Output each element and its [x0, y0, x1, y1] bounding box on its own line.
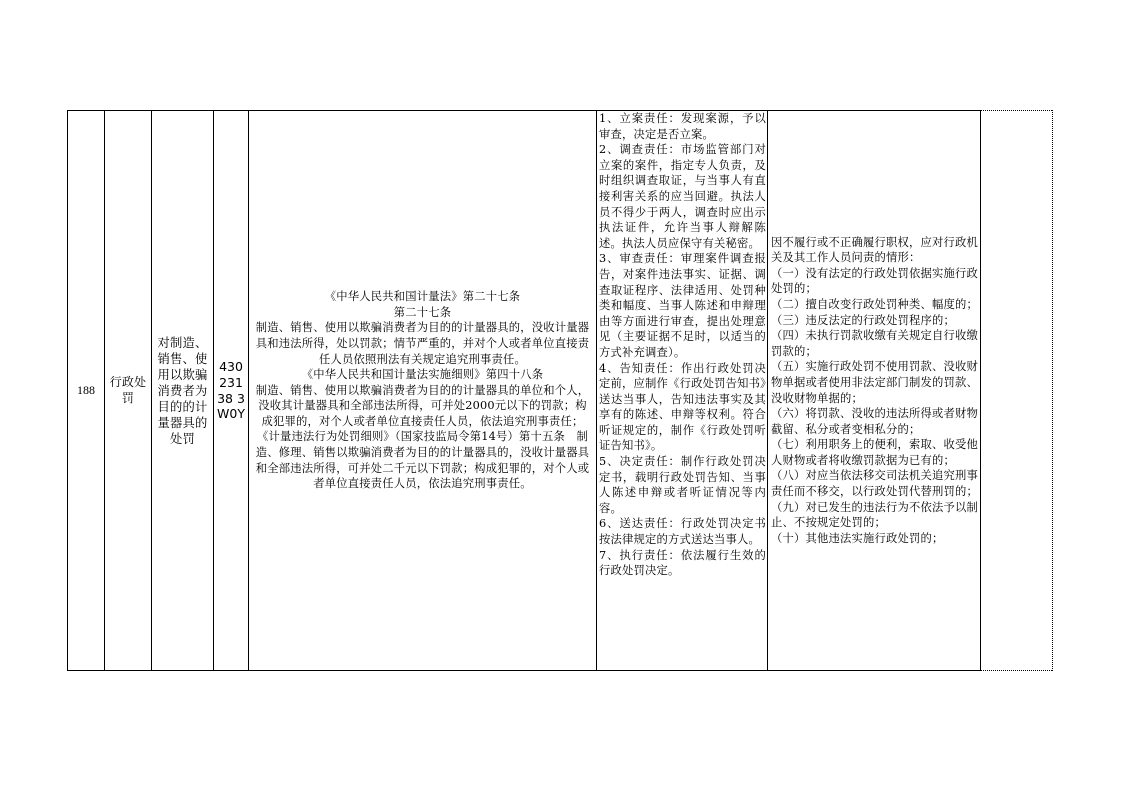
legal-basis-line-6: 《计量违法行为处罚细则》（国家技监局令第14号）第十五条 制造、修理、销售以欺骗消费者为目的的计量器具的，没收计量器具和全部违法所得，可并处二千元以下罚款；构成犯罪的，对个人或者单位直接责任人员，依法追究刑事责任。	[255, 430, 590, 491]
accountability-item-2: （二）擅自改变行政处罚种类、幅度的；	[771, 297, 978, 311]
table-bottom-border	[67, 670, 981, 671]
row-legal-basis	[249, 111, 596, 670]
row-number-text: 188	[77, 383, 95, 397]
row-item-name-text: 对制造、销售、使用以欺骗消费者为目的的计量器具的处罚	[157, 335, 208, 446]
legal-basis-block	[255, 289, 590, 492]
responsibility-item-7: 7、执行责任：依法履行生效的行政处罚决定。	[599, 548, 766, 578]
page-break-bottom	[981, 670, 1052, 671]
row-item-name	[152, 111, 213, 670]
row-remarks	[981, 111, 1052, 670]
accountability-item-1: （一）没有法定的行政处罚依据实施行政处罚的；	[771, 266, 978, 296]
responsibility-item-4: 4、告知责任：作出行政处罚决定前，应制作《行政处罚告知书》送达当事人，告知违法事实及其享有的陈述、申辩等权利。符合听证规定的，制作《行政处罚听证告知书》。	[599, 361, 766, 453]
legal-basis-line-5: 制造、销售、使用以欺骗消费者为目的的计量器具的单位和个人，没收其计量器具和全部违法所得，可并处2000元以下的罚款；构成犯罪的，对个人或者单位直接责任人员，依法追究刑事责任；	[255, 383, 590, 428]
page-break-right	[1052, 110, 1053, 671]
row-code-text: 43023138 3W0Y	[217, 359, 245, 422]
accountability-item-8: （八）对应当依法移交司法机关追究刑事责任而不移交，以行政处罚代替刑罚的；	[771, 469, 978, 499]
accountability-item-5: （五）实施行政处罚不使用罚款、没收财物单据或者使用非法定部门制发的罚款、没收财物单据的；	[771, 360, 978, 405]
row-accountability	[768, 111, 980, 670]
row-category-text: 行政处罚	[109, 374, 147, 405]
accountability-item-6: （六）将罚款、没收的违法所得或者财物截留、私分或者变相私分的；	[771, 407, 978, 436]
accountability-item-10: （十）其他违法实施行政处罚的；	[771, 531, 944, 545]
accountability-item-7: （七）利用职务上的便利，索取、收受他人财物或者将收缴罚款据为已有的；	[771, 438, 978, 467]
row-number	[68, 111, 104, 670]
accountability-intro: 因不履行或不正确履行职权，应对行政机关及其工作人员问责的情形：	[771, 235, 978, 265]
accountability-item-3: （三）违反法定的行政处罚程序的；	[771, 313, 955, 327]
row-category	[105, 111, 151, 670]
responsibility-item-6: 6、送达责任：行政处罚决定书按法律规定的方式送达当事人。	[599, 517, 766, 547]
accountability-item-9: （九）对已发生的违法行为不依法予以制止、不按规定处罚的；	[771, 500, 978, 530]
legal-basis-line-3: 制造、销售、使用以欺骗消费者为目的的计量器具的，没收计量器具和违法所得，处以罚款；情节严重的，并对个人或者单位直接责任人员依照刑法有关规定追究刑事责任。	[255, 321, 590, 366]
responsibility-item-1: 1、立案责任：发现案源，予以审查，决定是否立案。	[599, 112, 766, 141]
legal-basis-line-4: 《中华人民共和国计量法实施细则》第四十八条	[301, 368, 544, 382]
accountability-item-4: （四）未执行罚款收缴有关规定自行收缴罚款的；	[771, 329, 978, 358]
row-responsibilities	[597, 111, 767, 670]
accountability-block	[771, 235, 978, 547]
legal-basis-line-1: 《中华人民共和国计量法》第二十七条	[324, 290, 521, 304]
responsibility-item-3: 3、审查责任：审理案件调查报告，对案件违法事实、证据、调查取证程序、法律适用、处罚种类和幅度、当事人陈述和申辩理由等方面进行审查，提出处理意见（主要证据不足时，以适当的方式补充调查）。	[599, 252, 766, 359]
legal-basis-line-2: 第二十七条	[393, 305, 452, 319]
responsibility-item-2: 2、调查责任：市场监管部门对立案的案件，指定专人负责，及时组织调查取证，与当事人有直接利害关系的应当回避。执法人员不得少于两人，调查时应出示执法证件，允许当事人辩解陈述。执法人员应保守有关秘密。	[599, 143, 766, 250]
row-code	[214, 111, 248, 670]
responsibility-item-5: 5、决定责任：制作行政处罚决定书，载明行政处罚告知、当事人陈述申辩或者听证情况等内容。	[599, 455, 766, 515]
